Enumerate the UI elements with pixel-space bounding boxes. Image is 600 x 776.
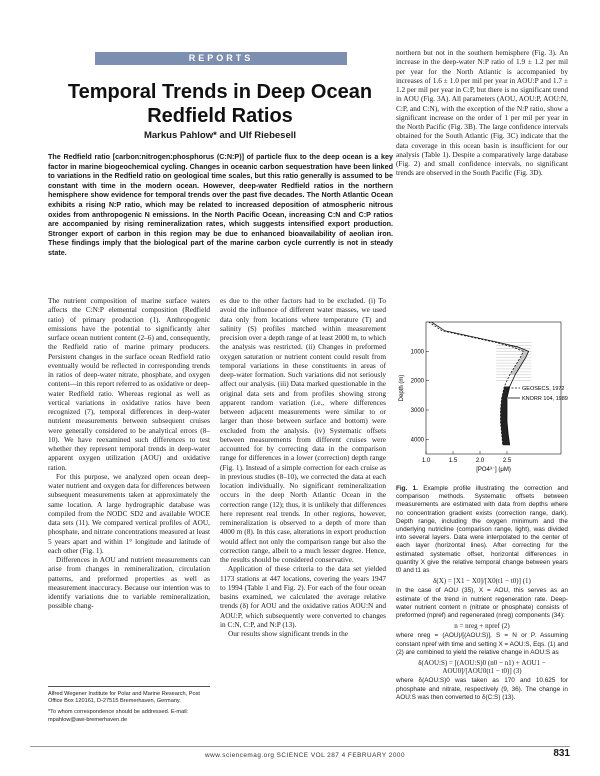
y-tick-label: 4000 bbox=[410, 437, 424, 444]
equation-2: n = nreg + npref (2) bbox=[454, 622, 510, 631]
body-column-1 bbox=[48, 296, 210, 611]
series-line-0 bbox=[429, 322, 524, 445]
legend-label-0: GEOSECS, 1972 bbox=[522, 386, 565, 392]
body-column-3 bbox=[396, 48, 568, 178]
y-axis-label: Depth (m) bbox=[399, 374, 405, 402]
equation-3: δ(AOU:S) = [(AOU:S)0 (n0 − n1) + AOU1 − AOU0]/[AOU0(t1 − t0)] (3) bbox=[418, 659, 546, 676]
y-tick-label: 3000 bbox=[410, 408, 424, 414]
paragraph: The nutrient composition of marine surface waters affects the C:N:P elemental composition (Redfield ratio) of primary production (1). Anthropogenic emissions have the potential to significantly alter surface ocean nutrient content (2–6) and, consequently, the Redfield ratio of marine primary producers. Persistent changes in the surface ocean Redfield ratio eventually would be reflected in corresponding trends in ratios of deep-water nitrate, phosphate, and oxygen content—in this report referred to as oxidative or deep-water Redfield ratio. Whereas regional as well as vertical variations in oxidative ratios have been recognized (7), temporal differences in deep-water nutrient measurements between subsequent cruises were generally considered to be analytical errors (8–10). We have reexamined such differences to test whether they represent temporal trends in deep-water apparent oxygen utilization (AOU) and oxidative ration. bbox=[48, 296, 210, 472]
caption-label: Fig. 1. bbox=[396, 485, 418, 492]
affiliation-text: Alfred Wegener Institute for Polar and Marine Research, Post Office Box 120161, D-27515 Bremerhaven, Germany. bbox=[48, 691, 200, 705]
caption-text-3: where nreg = (AOU)/[(AOU:S)], S = N or P. Assuming constant npref with time and setting X = AOU:S, Eqs. (1) and (2) are combined to yield the relative change in AOU:S as bbox=[396, 632, 568, 656]
y-tick-label: 1000 bbox=[410, 349, 424, 356]
caption-text-2: In the case of AOU (35), X = AOU, this serves as an estimate of the trend in nutrient regeneration rate. Deep-water nutrient content n (nitrate or phosphate) consists of preformed (npref) and regenerated (nreg) components (34): bbox=[396, 587, 568, 620]
series-line-1 bbox=[431, 322, 528, 445]
author-affiliation bbox=[48, 686, 210, 728]
paragraph: es due to the other factors had to be excluded. (i) To avoid the influence of different water masses, we used data only from locations where temperature (T) and salinity (S) profiles matched within measurement precision over a depth range of at least 2000 m, to which the analysis was restricted. (ii) Changes in preformed oxygen saturation or nutrient content could result from temporal variations in these constituents in areas of deep-water formation. Such variations did not seriously affect our analysis. (iii) Data marked questionable in the original data sets and from profiles showing strong apparent random variation (i.e., where differences between adjacent measurements were similar to or larger than those between surface and bottom) were excluded from the analysis. (iv) Systematic offsets between measurements from different cruises were accounted for by correcting data in the comparison range for differences in a lower (correction) depth range (Fig. 1). Instead of a simple correction for each cruise as in previous studies (8–10), we corrected the data at each location individually. No significant remineralization occurs in the deep North Atlantic Ocean in the correction range (12); thus, it is unlikely that differences here represent real trends. In other regions, however, remineralization is observed to a depth of more than 4000 m (8). In this case, alterations in export production would affect not only the comparison range but also the correction range, albeit to a much lesser degree. Hence, the results should be considered conservative. bbox=[220, 296, 386, 564]
paragraph: For this purpose, we analyzed open ocean deep-water nutrient and oxygen data for differences between subsequent measurements taken at approximately the same location. A large hydrographic database was compiled from the NODC SD2 and available WOCE data sets (11). We compared vertical profiles of AOU, phosphate, and nitrate concentrations measured at least 5 years apart and within 1° longitude and latitude of each other (Fig. 1). bbox=[48, 471, 210, 555]
article-title: Temporal Trends in Deep Ocean Redfield Ratios bbox=[67, 81, 373, 127]
comparison-range-band bbox=[496, 343, 528, 375]
equation-1: δ(X) = [X1 − X0]/[X0(t1 − t0)] (1) bbox=[433, 577, 531, 586]
page-number: 831 bbox=[553, 748, 570, 759]
paragraph: Application of these criteria to the data set yielded 1173 stations at 447 locations, covering the years 1947 to 1994 (Table 1 and Fig. 2). For each of the four ocean basins examined, we calculated the average relative trends (δ) for AOU and the oxidative ratios AOU:N and AOU:P, which subsequently were converted to changes in C:N, C:P, and N:P (13). bbox=[220, 564, 386, 629]
figure-1-caption bbox=[396, 485, 568, 702]
footer-rule bbox=[30, 746, 570, 747]
x-tick-label: 1.5 bbox=[448, 458, 458, 464]
article-authors: Markus Pahlow* and Ulf Riebesell bbox=[143, 130, 297, 141]
caption-text-4: where δ(AOU:S)0 was taken as 170 and 10.625 for phosphate and nitrate, respectively (9, 36). The change in AOU:S was then converted to δ(C:S) (13). bbox=[396, 677, 568, 701]
legend-label-1: KNORR 104, 1989 bbox=[522, 396, 568, 402]
x-tick-label: 2.0 bbox=[475, 458, 485, 464]
correspondence-text: *To whom correspondence should be addressed. E-mail: mpahlow@awi-bremerhaven.de bbox=[48, 709, 189, 723]
section-header: REPORTS bbox=[95, 52, 347, 65]
x-tick-label: 1.0 bbox=[421, 458, 431, 464]
body-column-2 bbox=[220, 296, 386, 638]
paragraph: Differences in AOU and nutrient measurements can arise from changes in remineralization, circulation patterns, and preformed properties as well as measurement inaccuracy. Because our intention was to identify variations due to variable remineralization, possible chang- bbox=[48, 555, 210, 611]
x-axis-label: [PO4³⁻] (μM) bbox=[476, 467, 511, 473]
caption-text: Example profile illustrating the correction and comparison methods. Systematic offsets between measurements are estimated with data from depths where no concentration gradient exists (correction range, dark). Depth range, including the oxygen minimum and the underlying nutricline (comparison range, light), was divided into several layers. Data were interpolated to the center of each layer (horizontal lines). After correcting for the estimated systematic offset, horizontal differences in quantity X give the relative temporal change between years t0 and t1 as bbox=[396, 485, 569, 575]
article-abstract: The Redfield ratio [carbon:nitrogen:phosphorus (C:N:P)] of particle flux to the deep ocean is a key factor in marine biogeochemical cycling. Changes in oceanic carbon sequestration have been linked to variations in the Redfield ratio on geological time scales, but this ratio generally is assumed to be constant with time in the modern ocean. However, deep-water Redfield ratios in the northern hemisphere show evidence for temporal trends over the past five decades. The North Atlantic Ocean exhibits a rising N:P ratio, which may be related to increased deposition of atmospheric nitrous oxides from anthropogenic N emissions. In the North Pacific Ocean, increasing C:N and C:P ratios are accompanied by rising remineralization rates, which suggests intensified export production. Stronger export of carbon in this region may be due to enhanced bioavailability of aeolian iron. These findings imply that the biological part of the marine carbon cycle currently is not in steady state. bbox=[48, 152, 393, 257]
page-footer bbox=[0, 748, 600, 766]
figure-1-chart bbox=[396, 314, 568, 479]
paragraph: northern but not in the southern hemisphere (Fig. 3). An increase in the deep-water N:P ratio of 1.9 ± 1.2 per mil per year for the North Atlantic is accompanied by increases of 1.6 ± 1.0 per mil per year in AOU:P and 1.7 ± 1.2 per mil per year in C:P, but there is no significant trend in AOU (Fig. 3A). All parameters (AOU, AOU:P, AOU:N, C:P, and C:N), with the exception of the N:P ratio, show a significant increase on the order of 1 per mil per year in the North Pacific (Fig. 3B). The large confidence intervals obtained for the South Atlantic (Fig. 3C) indicate that the data coverage in this ocean basin is insufficient for our analysis (Table 1). Despite a comparatively large database (Fig. 2) and small confidence intervals, no significant trends are observed in the South Pacific (Fig. 3D). bbox=[396, 48, 568, 178]
y-tick-label: 2000 bbox=[410, 378, 424, 385]
paragraph: Our results show significant trends in the bbox=[228, 629, 348, 638]
footer-info: www.sciencemag.org SCIENCE VOL 287 4 FEBRUARY 2000 bbox=[205, 752, 405, 759]
x-tick-label: 2.5 bbox=[502, 458, 512, 464]
